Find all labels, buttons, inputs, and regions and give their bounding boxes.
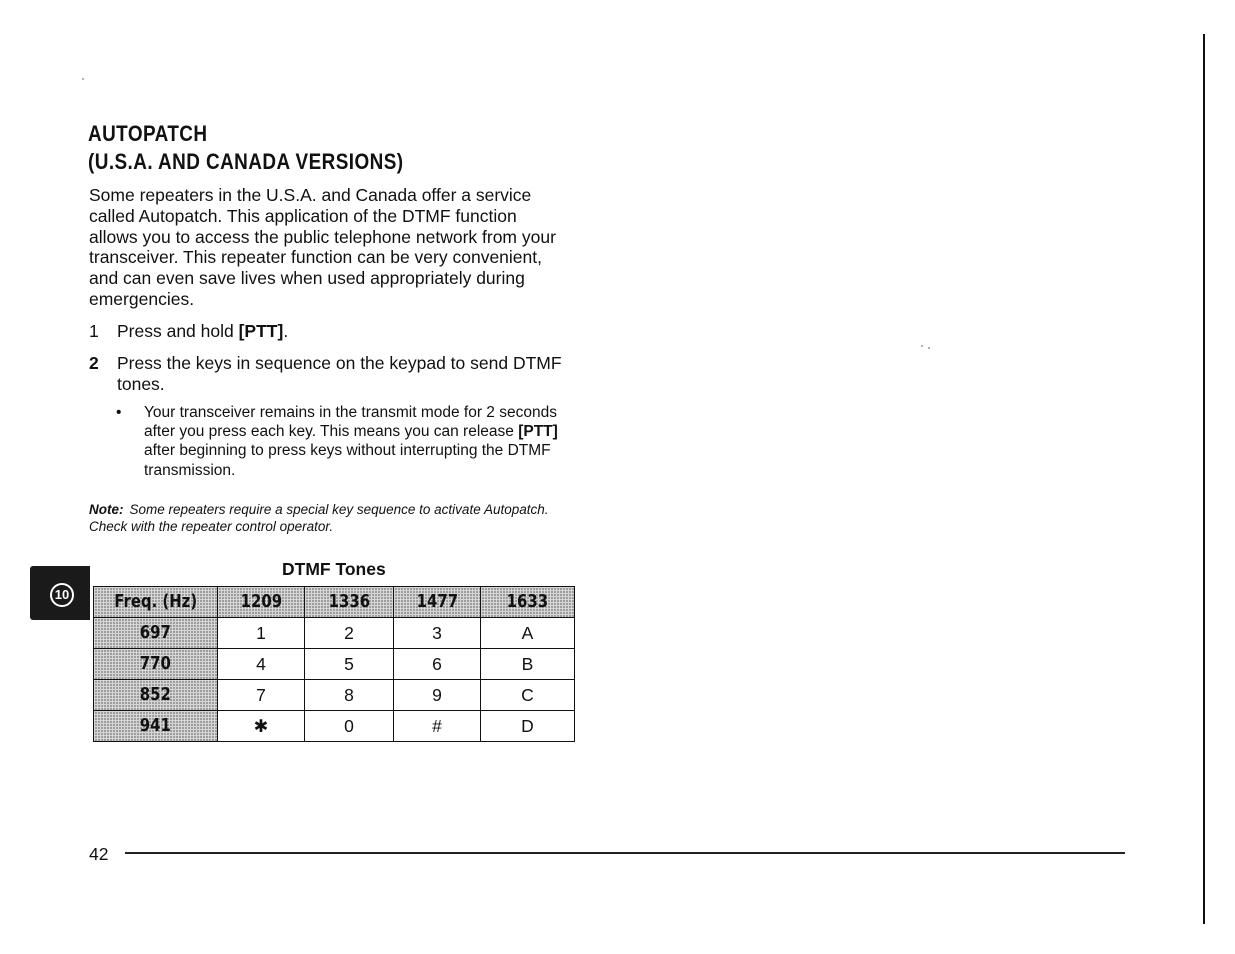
- table-cell: 2: [305, 618, 394, 649]
- row-freq-cell: [94, 711, 218, 742]
- page-number: 42: [89, 844, 109, 864]
- table-cell: D: [481, 711, 575, 742]
- heading-line-2: (U.S.A. AND CANADA VERSIONS): [88, 149, 404, 174]
- bullet-text: [144, 403, 584, 480]
- row-freq-label: 941: [139, 716, 172, 736]
- table-cell: 5: [305, 649, 394, 680]
- step-number: 2: [89, 353, 99, 373]
- table-cell: #: [394, 711, 481, 742]
- note-label: Note:: [89, 502, 124, 517]
- scan-speck: [921, 345, 923, 347]
- table-cell: 4: [218, 649, 305, 680]
- table-cell: A: [481, 618, 575, 649]
- step-text-part: .: [283, 321, 289, 341]
- step-number: 1: [89, 321, 99, 341]
- table-row: [94, 649, 575, 680]
- row-freq-cell: [94, 618, 218, 649]
- bullet-marker: •: [116, 404, 122, 421]
- header-cell: [481, 587, 575, 618]
- step-text-part: Press and hold: [117, 321, 239, 341]
- step-text: [117, 321, 567, 342]
- ptt-key-label: [PTT]: [238, 321, 284, 341]
- note-text: Some repeaters require a special key sequence to activate Autopatch. Check with the repeater control operator.: [89, 502, 549, 534]
- table-cell: ✱: [218, 711, 305, 742]
- row-freq-cell: [94, 680, 218, 711]
- section-heading: [88, 120, 403, 176]
- page-edge-rule: [1203, 34, 1205, 924]
- header-label: 1477: [416, 592, 458, 612]
- bullet-text-part: after beginning to press keys without interrupting the DTMF transmission.: [144, 442, 551, 479]
- table-row: [94, 680, 575, 711]
- scan-speck: [82, 78, 84, 80]
- footer-rule: [125, 852, 1125, 854]
- table-cell: C: [481, 680, 575, 711]
- chapter-number: 10: [50, 583, 74, 607]
- intro-paragraph: Some repeaters in the U.S.A. and Canada offer a service called Autopatch. This application of the DTMF function allows you to access the public telephone network from your transceiver. This repeater function can be very convenient, and can even save lives when used appropriately during emergencies.: [89, 185, 556, 309]
- header-label: 1336: [328, 592, 370, 612]
- table-cell: 6: [394, 649, 481, 680]
- header-label: 1209: [240, 592, 282, 612]
- step-text: Press the keys in sequence on the keypad to send DTMF tones.: [117, 353, 562, 394]
- header-cell: [394, 587, 481, 618]
- dtmf-table: [93, 586, 575, 742]
- heading-line-1: AUTOPATCH: [88, 121, 208, 146]
- table-cell: B: [481, 649, 575, 680]
- ptt-key-label: [PTT]: [518, 423, 558, 441]
- row-freq-cell: [94, 649, 218, 680]
- header-cell: [305, 587, 394, 618]
- header-cell: [94, 587, 218, 618]
- table-cell: 7: [218, 680, 305, 711]
- table-row: [94, 711, 575, 742]
- table-cell: 8: [305, 680, 394, 711]
- row-freq-label: 852: [139, 685, 172, 705]
- bullet-text-part: Your transceiver remains in the transmit mode for 2 seconds after you press each key. This means you can release: [144, 404, 557, 441]
- note: [89, 502, 569, 535]
- row-freq-label: 697: [139, 623, 172, 643]
- chapter-tab: [30, 566, 90, 620]
- scan-speck: [928, 347, 930, 349]
- table-cell: 0: [305, 711, 394, 742]
- row-freq-label: 770: [139, 654, 172, 674]
- table-title: DTMF Tones: [282, 559, 386, 579]
- header-label: 1633: [506, 592, 549, 612]
- table-cell: 3: [394, 618, 481, 649]
- table-header-row: [94, 587, 575, 618]
- table-cell: 9: [394, 680, 481, 711]
- header-label: Freq. (Hz): [114, 592, 197, 612]
- table-cell: 1: [218, 618, 305, 649]
- header-cell: [218, 587, 305, 618]
- table-row: [94, 618, 575, 649]
